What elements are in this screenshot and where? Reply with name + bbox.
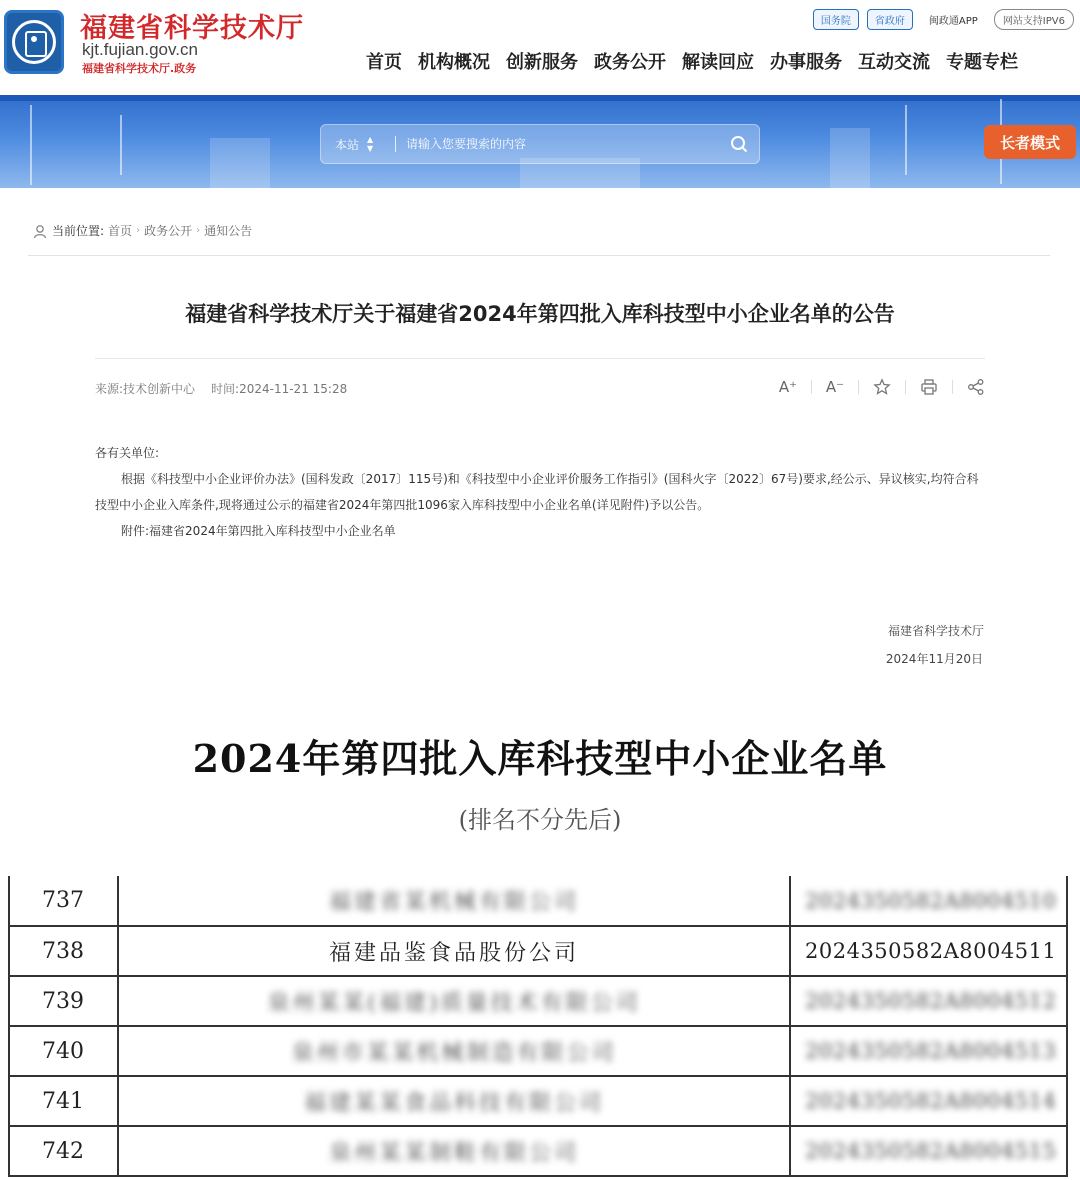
site-name[interactable]: 福建省科学技术厅 — [80, 13, 304, 44]
nav-interpretation[interactable]: 解读回应 — [682, 52, 754, 73]
company-code — [790, 1026, 1067, 1076]
main-nav — [358, 48, 1026, 74]
table-row — [9, 926, 1067, 976]
article-attachment-link[interactable]: 附件:福建省2024年第四批入库科技型中小企业名单 — [121, 524, 396, 538]
search-icon — [730, 135, 748, 153]
company-table — [8, 876, 1068, 1177]
elder-mode-button[interactable]: 长者模式 — [984, 125, 1076, 159]
site-domain: kjt.fujian.gov.cn — [82, 40, 198, 59]
company-code — [790, 876, 1067, 926]
printer-icon — [920, 378, 938, 396]
company-name — [118, 976, 790, 1026]
table-row — [9, 976, 1067, 1026]
company-name — [118, 1076, 790, 1126]
row-number: 737 — [9, 876, 118, 926]
divider — [28, 255, 1050, 256]
nav-home[interactable]: 首页 — [366, 52, 402, 73]
share-button[interactable] — [964, 376, 988, 398]
search-scope-select[interactable] — [321, 135, 381, 153]
share-icon — [967, 378, 985, 396]
article-greeting: 各有关单位: — [95, 446, 160, 460]
search-box — [320, 124, 760, 164]
company-name — [118, 876, 790, 926]
star-icon — [873, 378, 891, 396]
table-row — [9, 1026, 1067, 1076]
banner-light-streak — [905, 105, 907, 175]
nav-services[interactable]: 办事服务 — [770, 52, 842, 73]
nav-about[interactable]: 机构概况 — [418, 52, 490, 73]
banner-building — [210, 138, 270, 188]
breadcrumb-separator-icon: › — [196, 225, 201, 236]
company-code — [790, 1076, 1067, 1126]
article-title: 福建省科学技术厅关于福建省2024年第四批入库科技型中小企业名单的公告 — [185, 302, 895, 326]
company-code — [790, 1126, 1067, 1176]
banner-light-streak — [120, 115, 122, 175]
search-divider — [395, 136, 396, 152]
article-sign-date: 2024年11月20日 — [885, 652, 983, 666]
search-banner — [0, 95, 1080, 188]
list-title: 2024年第四批入库科技型中小企业名单 — [192, 736, 888, 781]
article-signer: 福建省科学技术厅 — [887, 624, 984, 638]
blurred-company-name: 泉州某某制鞋有限公司 — [328, 1140, 579, 1166]
breadcrumb-gov-affairs[interactable]: 政务公开 — [144, 224, 193, 238]
divider — [811, 380, 812, 394]
company-code — [790, 976, 1067, 1026]
row-number: 741 — [9, 1076, 118, 1126]
state-council-link[interactable]: 国务院 — [813, 9, 859, 30]
app-link[interactable]: 闽政通APP — [928, 16, 978, 27]
company-name — [118, 1126, 790, 1176]
company-name: 福建品鉴食品股份公司 — [118, 926, 790, 976]
blurred-company-code: 2024350582A8004515 — [805, 1139, 1057, 1163]
article-panel — [0, 188, 1080, 686]
location-icon — [32, 223, 48, 239]
nav-gov-affairs[interactable]: 政务公开 — [594, 52, 666, 73]
row-number: 742 — [9, 1126, 118, 1176]
company-code: 2024350582A8004511 — [790, 926, 1067, 976]
table-row — [9, 1076, 1067, 1126]
article-source: 来源:技术创新中心 — [95, 382, 196, 396]
breadcrumb-separator-icon: › — [136, 225, 141, 236]
provincial-gov-link[interactable]: 省政府 — [867, 9, 913, 30]
breadcrumb — [32, 222, 252, 239]
favorite-button[interactable] — [870, 376, 894, 398]
blurred-company-name: 福建某某食品科技有限公司 — [303, 1090, 604, 1116]
print-button[interactable] — [917, 376, 941, 398]
search-scope-label: 本站 — [335, 137, 360, 152]
blurred-company-name: 泉州市某某机械制造有限公司 — [291, 1040, 617, 1066]
search-input[interactable] — [406, 137, 719, 151]
sort-caret-icon: ▲ ▼ — [367, 135, 374, 153]
blurred-company-code: 2024350582A8004514 — [805, 1089, 1057, 1113]
breadcrumb-home[interactable]: 首页 — [108, 224, 133, 238]
site-logo-emblem[interactable] — [4, 10, 64, 74]
divider — [905, 380, 906, 394]
font-larger-button[interactable]: A⁺ — [778, 378, 798, 396]
blurred-company-code: 2024350582A8004513 — [805, 1039, 1057, 1063]
search-button[interactable] — [719, 124, 759, 164]
table-row — [9, 876, 1067, 926]
font-smaller-button[interactable]: A⁻ — [825, 378, 845, 396]
table-row — [9, 1126, 1067, 1176]
nav-innovation[interactable]: 创新服务 — [506, 52, 578, 73]
row-number: 739 — [9, 976, 118, 1026]
banner-light-streak — [30, 105, 32, 185]
company-name — [118, 1026, 790, 1076]
article-body — [95, 440, 985, 544]
breadcrumb-label: 当前位置: — [52, 224, 105, 238]
blurred-company-code: 2024350582A8004510 — [805, 888, 1057, 913]
breadcrumb-notices[interactable]: 通知公告 — [204, 224, 253, 238]
article-time: 时间:2024-11-21 15:28 — [211, 382, 348, 396]
divider — [95, 358, 985, 359]
nav-topics[interactable]: 专题专栏 — [946, 52, 1018, 73]
row-number: 738 — [9, 926, 118, 976]
site-header — [0, 0, 1080, 95]
article-meta — [95, 380, 347, 397]
row-number: 740 — [9, 1026, 118, 1076]
blurred-company-code: 2024350582A8004512 — [805, 989, 1057, 1013]
banner-building — [830, 128, 870, 188]
article-paragraph: 根据《科技型中小企业评价办法》(国科发政〔2017〕115号)和《科技型中小企业评价服务工作指引》(国科火字〔2022〕67号)要求,经公示、异议核实,均符合科技型中小企业入库条件,现将通过公示的福建省2024年第四批1096家入库科技型中小企业名单(详见附件)予以公告。 — [95, 472, 979, 512]
blurred-company-name: 福建省某机械有限公司 — [328, 890, 579, 915]
list-subtitle: (排名不分先后) — [458, 806, 622, 834]
ipv6-badge[interactable]: 网站支持IPV6 — [994, 9, 1074, 30]
blurred-company-name: 泉州某某(福建)质量技术有限公司 — [267, 990, 641, 1016]
nav-interaction[interactable]: 互动交流 — [858, 52, 930, 73]
article-tools — [776, 376, 988, 398]
site-subtitle: 福建省科学技术厅.政务 — [82, 62, 197, 75]
divider — [952, 380, 953, 394]
top-links — [813, 9, 1074, 30]
divider — [858, 380, 859, 394]
